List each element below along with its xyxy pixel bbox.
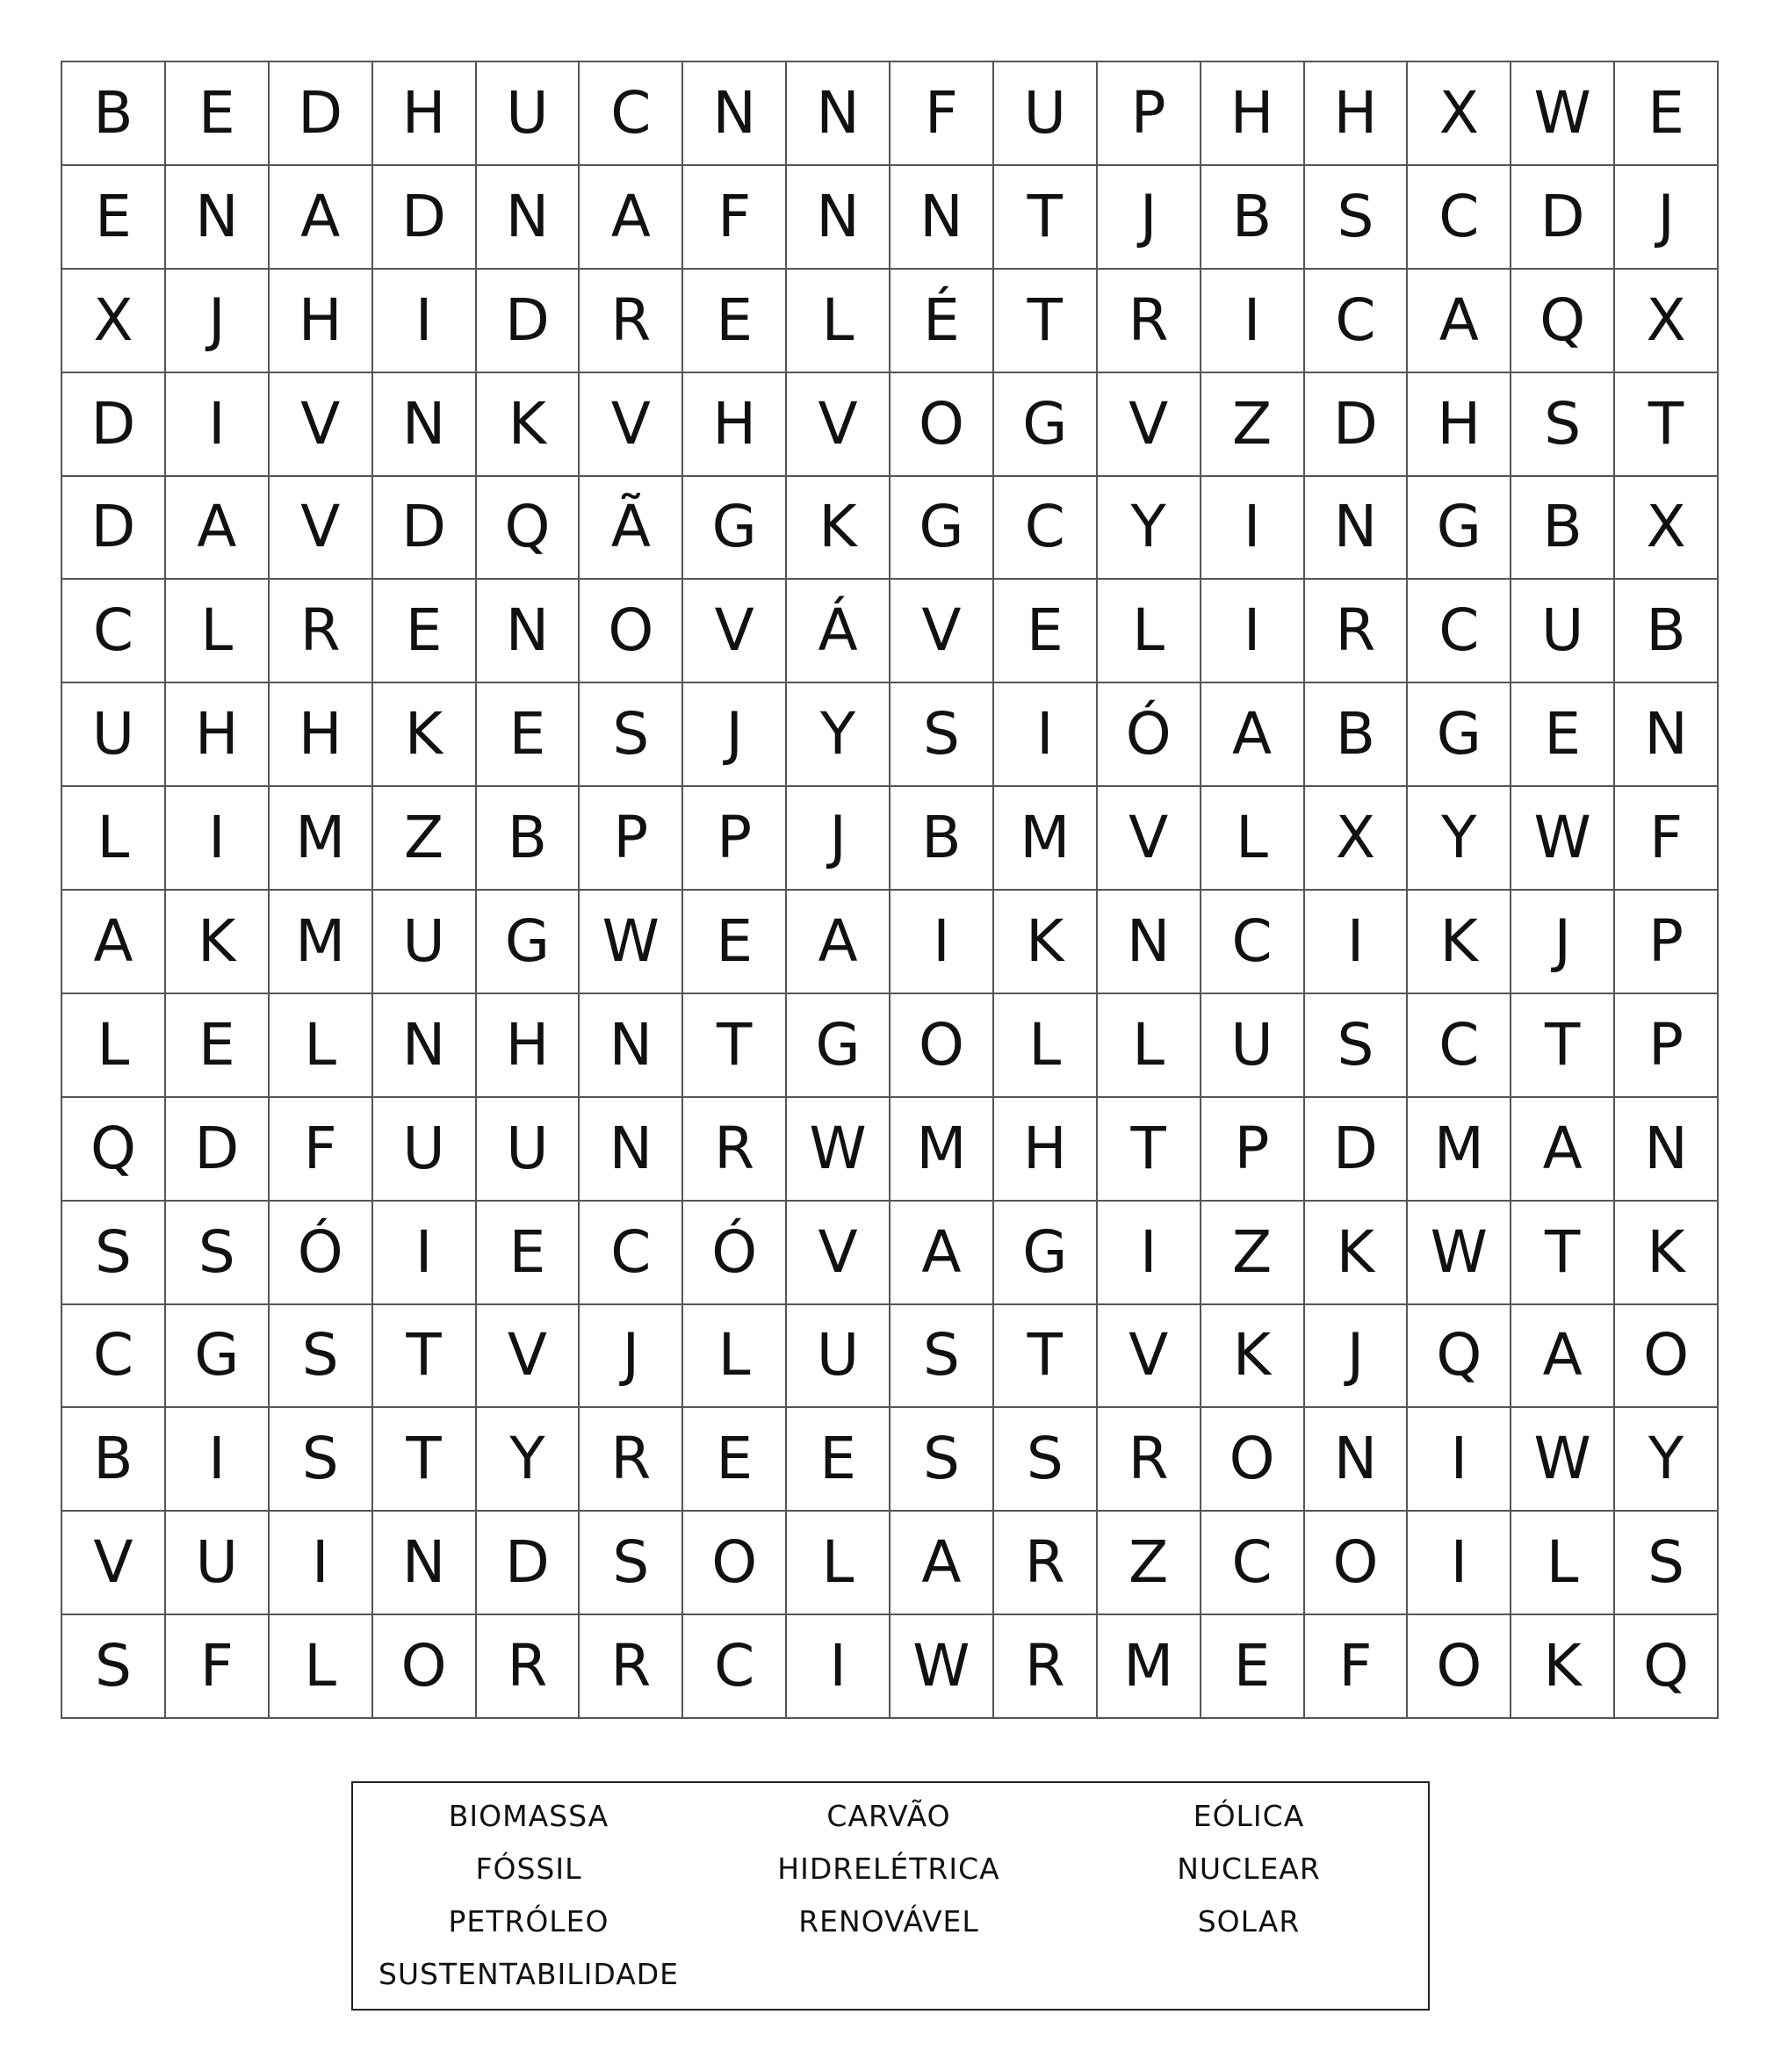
grid-cell[interactable]: M: [1408, 1098, 1511, 1202]
grid-cell[interactable]: V: [580, 373, 683, 477]
grid-cell[interactable]: U: [1201, 994, 1305, 1098]
grid-cell[interactable]: Q: [62, 1098, 166, 1202]
grid-cell[interactable]: O: [1408, 1615, 1511, 1719]
grid-cell[interactable]: P: [580, 787, 683, 891]
grid-cell[interactable]: V: [1098, 1305, 1201, 1409]
grid-cell[interactable]: C: [683, 1615, 787, 1719]
grid-cell[interactable]: H: [1305, 62, 1409, 166]
grid-cell[interactable]: G: [1408, 683, 1511, 787]
grid-cell[interactable]: R: [683, 1098, 787, 1202]
grid-cell[interactable]: L: [683, 1305, 787, 1409]
grid-cell[interactable]: T: [994, 1305, 1098, 1409]
grid-cell[interactable]: M: [1098, 1615, 1201, 1719]
grid-cell[interactable]: B: [890, 787, 994, 891]
grid-cell[interactable]: O: [373, 1615, 477, 1719]
grid-cell[interactable]: E: [62, 166, 166, 270]
grid-cell[interactable]: H: [270, 270, 373, 373]
grid-cell[interactable]: C: [994, 477, 1098, 581]
grid-cell[interactable]: I: [1305, 891, 1409, 994]
grid-cell[interactable]: L: [270, 994, 373, 1098]
grid-cell[interactable]: N: [787, 166, 890, 270]
grid-cell[interactable]: K: [477, 373, 580, 477]
grid-cell[interactable]: W: [1511, 787, 1615, 891]
grid-cell[interactable]: R: [580, 1408, 683, 1512]
grid-cell[interactable]: Z: [1201, 373, 1305, 477]
grid-cell[interactable]: E: [1201, 1615, 1305, 1719]
grid-cell[interactable]: P: [1615, 994, 1719, 1098]
grid-cell[interactable]: G: [994, 373, 1098, 477]
grid-cell[interactable]: S: [1615, 1512, 1719, 1615]
grid-cell[interactable]: Z: [373, 787, 477, 891]
grid-cell[interactable]: P: [1615, 891, 1719, 994]
grid-cell[interactable]: C: [62, 580, 166, 683]
grid-cell[interactable]: E: [683, 891, 787, 994]
grid-cell[interactable]: D: [62, 477, 166, 581]
grid-cell[interactable]: N: [166, 166, 270, 270]
grid-cell[interactable]: R: [1098, 270, 1201, 373]
grid-cell[interactable]: Ó: [270, 1202, 373, 1305]
grid-cell[interactable]: U: [373, 891, 477, 994]
grid-cell[interactable]: O: [580, 580, 683, 683]
grid-cell[interactable]: K: [166, 891, 270, 994]
grid-cell[interactable]: J: [1511, 891, 1615, 994]
grid-cell[interactable]: A: [166, 477, 270, 581]
grid-cell[interactable]: B: [62, 62, 166, 166]
grid-cell[interactable]: O: [683, 1512, 787, 1615]
grid-cell[interactable]: X: [1615, 477, 1719, 581]
grid-cell[interactable]: O: [1201, 1408, 1305, 1512]
grid-cell[interactable]: E: [477, 683, 580, 787]
grid-cell[interactable]: Y: [787, 683, 890, 787]
word-nuclear: NUCLEAR: [1177, 1852, 1321, 1886]
grid-cell[interactable]: D: [62, 373, 166, 477]
grid-cell[interactable]: S: [994, 1408, 1098, 1512]
grid-cell[interactable]: J: [1615, 166, 1719, 270]
grid-cell[interactable]: A: [1408, 270, 1511, 373]
grid-cell[interactable]: A: [890, 1202, 994, 1305]
grid-cell[interactable]: H: [270, 683, 373, 787]
grid-cell[interactable]: Y: [1615, 1408, 1719, 1512]
grid-cell[interactable]: S: [270, 1408, 373, 1512]
grid-cell[interactable]: O: [890, 994, 994, 1098]
grid-cell[interactable]: V: [477, 1305, 580, 1409]
grid-cell[interactable]: I: [787, 1615, 890, 1719]
grid-cell[interactable]: Y: [1098, 477, 1201, 581]
grid-cell[interactable]: G: [683, 477, 787, 581]
grid-cell[interactable]: R: [580, 270, 683, 373]
grid-cell[interactable]: U: [373, 1098, 477, 1202]
grid-cell[interactable]: C: [1408, 580, 1511, 683]
grid-cell[interactable]: G: [787, 994, 890, 1098]
grid-cell[interactable]: V: [270, 477, 373, 581]
grid-cell[interactable]: D: [166, 1098, 270, 1202]
grid-cell[interactable]: B: [1615, 580, 1719, 683]
grid-cell[interactable]: Z: [1098, 1512, 1201, 1615]
grid-cell[interactable]: C: [580, 1202, 683, 1305]
grid-cell[interactable]: W: [787, 1098, 890, 1202]
grid-cell[interactable]: M: [994, 787, 1098, 891]
grid-cell[interactable]: L: [994, 994, 1098, 1098]
grid-cell[interactable]: J: [1098, 166, 1201, 270]
grid-cell[interactable]: A: [890, 1512, 994, 1615]
grid-cell[interactable]: L: [62, 787, 166, 891]
grid-cell[interactable]: N: [580, 994, 683, 1098]
grid-cell[interactable]: I: [1098, 1202, 1201, 1305]
grid-cell[interactable]: N: [1615, 1098, 1719, 1202]
grid-cell[interactable]: T: [1511, 1202, 1615, 1305]
grid-cell[interactable]: X: [1305, 787, 1409, 891]
grid-cell[interactable]: A: [787, 891, 890, 994]
grid-cell[interactable]: S: [1305, 994, 1409, 1098]
grid-cell[interactable]: H: [373, 62, 477, 166]
grid-cell[interactable]: E: [166, 994, 270, 1098]
grid-cell[interactable]: V: [787, 373, 890, 477]
grid-cell[interactable]: M: [270, 787, 373, 891]
grid-cell[interactable]: J: [1305, 1305, 1409, 1409]
word-eolica: EÓLICA: [1193, 1799, 1305, 1833]
grid-cell[interactable]: Q: [1511, 270, 1615, 373]
grid-cell[interactable]: N: [1305, 1408, 1409, 1512]
grid-cell[interactable]: N: [477, 166, 580, 270]
grid-cell[interactable]: N: [683, 62, 787, 166]
grid-cell[interactable]: Ó: [683, 1202, 787, 1305]
grid-cell[interactable]: H: [994, 1098, 1098, 1202]
grid-cell[interactable]: C: [1408, 994, 1511, 1098]
grid-cell[interactable]: U: [1511, 580, 1615, 683]
grid-cell[interactable]: C: [1201, 891, 1305, 994]
grid-cell[interactable]: L: [1098, 580, 1201, 683]
word-renovavel: RENOVÁVEL: [798, 1904, 979, 1938]
grid-cell[interactable]: L: [787, 270, 890, 373]
grid-cell[interactable]: E: [166, 62, 270, 166]
grid-cell[interactable]: S: [62, 1202, 166, 1305]
grid-cell[interactable]: L: [1098, 994, 1201, 1098]
grid-cell[interactable]: É: [890, 270, 994, 373]
grid-cell[interactable]: E: [683, 1408, 787, 1512]
grid-cell[interactable]: G: [1408, 477, 1511, 581]
grid-cell[interactable]: T: [373, 1305, 477, 1409]
word-hidreletrica: HIDRELÉTRICA: [777, 1852, 1000, 1886]
grid-cell[interactable]: I: [1408, 1512, 1511, 1615]
grid-cell[interactable]: H: [683, 373, 787, 477]
grid-cell[interactable]: T: [373, 1408, 477, 1512]
grid-cell[interactable]: N: [373, 373, 477, 477]
grid-cell[interactable]: W: [580, 891, 683, 994]
grid-cell[interactable]: I: [1201, 580, 1305, 683]
grid-cell[interactable]: A: [1511, 1098, 1615, 1202]
grid-cell[interactable]: Ó: [1098, 683, 1201, 787]
grid-cell[interactable]: N: [890, 166, 994, 270]
word-bank: [351, 1781, 1430, 2011]
grid-cell[interactable]: I: [994, 683, 1098, 787]
grid-cell[interactable]: P: [1201, 1098, 1305, 1202]
grid-cell[interactable]: W: [1408, 1202, 1511, 1305]
grid-cell[interactable]: A: [1511, 1305, 1615, 1409]
grid-cell[interactable]: Y: [477, 1408, 580, 1512]
grid-cell[interactable]: K: [1511, 1615, 1615, 1719]
grid-cell[interactable]: C: [1305, 270, 1409, 373]
grid-cell[interactable]: L: [1201, 787, 1305, 891]
grid-cell[interactable]: Ã: [580, 477, 683, 581]
grid-cell[interactable]: K: [1615, 1202, 1719, 1305]
grid-cell[interactable]: E: [373, 580, 477, 683]
grid-cell[interactable]: Q: [1408, 1305, 1511, 1409]
grid-cell[interactable]: B: [1511, 477, 1615, 581]
grid-cell[interactable]: D: [270, 62, 373, 166]
grid-cell[interactable]: S: [1305, 166, 1409, 270]
grid-cell[interactable]: D: [1305, 1098, 1409, 1202]
grid-cell[interactable]: F: [683, 166, 787, 270]
grid-cell[interactable]: F: [270, 1098, 373, 1202]
grid-cell[interactable]: F: [890, 62, 994, 166]
grid-cell[interactable]: B: [477, 787, 580, 891]
grid-cell[interactable]: K: [373, 683, 477, 787]
grid-cell[interactable]: O: [1615, 1305, 1719, 1409]
grid-cell[interactable]: R: [270, 580, 373, 683]
grid-cell[interactable]: I: [373, 270, 477, 373]
grid-cell[interactable]: E: [683, 270, 787, 373]
grid-cell[interactable]: V: [62, 1512, 166, 1615]
word-biomassa: BIOMASSA: [448, 1799, 609, 1833]
grid-cell[interactable]: V: [270, 373, 373, 477]
grid-cell[interactable]: L: [270, 1615, 373, 1719]
grid-cell[interactable]: S: [890, 683, 994, 787]
grid-cell[interactable]: I: [1408, 1408, 1511, 1512]
grid-cell[interactable]: S: [890, 1408, 994, 1512]
grid-cell[interactable]: J: [683, 683, 787, 787]
word-carvao: CARVÃO: [826, 1799, 951, 1833]
grid-cell[interactable]: L: [1511, 1512, 1615, 1615]
grid-cell[interactable]: X: [62, 270, 166, 373]
grid-cell[interactable]: K: [994, 891, 1098, 994]
word-solar: SOLAR: [1197, 1904, 1301, 1938]
grid-cell[interactable]: V: [683, 580, 787, 683]
grid-cell[interactable]: E: [1615, 62, 1719, 166]
grid-cell[interactable]: R: [580, 1615, 683, 1719]
grid-cell[interactable]: M: [270, 891, 373, 994]
word-search-grid: [61, 61, 1719, 1719]
grid-cell[interactable]: C: [580, 62, 683, 166]
grid-cell[interactable]: H: [166, 683, 270, 787]
grid-cell[interactable]: S: [580, 683, 683, 787]
grid-cell[interactable]: Á: [787, 580, 890, 683]
grid-cell[interactable]: X: [1408, 62, 1511, 166]
grid-cell[interactable]: S: [890, 1305, 994, 1409]
grid-cell[interactable]: G: [477, 891, 580, 994]
grid-cell[interactable]: S: [1511, 373, 1615, 477]
grid-cell[interactable]: A: [1201, 683, 1305, 787]
grid-cell[interactable]: O: [1305, 1512, 1409, 1615]
grid-cell[interactable]: J: [166, 270, 270, 373]
grid-cell[interactable]: T: [994, 270, 1098, 373]
grid-cell[interactable]: S: [62, 1615, 166, 1719]
grid-cell[interactable]: E: [1511, 683, 1615, 787]
word-fossil: FÓSSIL: [475, 1852, 582, 1886]
grid-cell[interactable]: N: [787, 62, 890, 166]
grid-cell[interactable]: C: [1408, 166, 1511, 270]
grid-cell[interactable]: D: [1305, 373, 1409, 477]
grid-cell[interactable]: H: [1201, 62, 1305, 166]
grid-cell[interactable]: Z: [1201, 1202, 1305, 1305]
grid-cell[interactable]: F: [1305, 1615, 1409, 1719]
grid-cell[interactable]: A: [580, 166, 683, 270]
word-sustentabilidade: SUSTENTABILIDADE: [378, 1957, 680, 1991]
grid-cell[interactable]: P: [683, 787, 787, 891]
grid-cell[interactable]: N: [1615, 683, 1719, 787]
grid-cell[interactable]: V: [1098, 787, 1201, 891]
grid-cell[interactable]: X: [1615, 270, 1719, 373]
grid-cell[interactable]: R: [994, 1615, 1098, 1719]
grid-cell[interactable]: S: [166, 1202, 270, 1305]
grid-cell[interactable]: M: [890, 1098, 994, 1202]
grid-cell[interactable]: C: [62, 1305, 166, 1409]
grid-cell[interactable]: K: [1305, 1202, 1409, 1305]
grid-cell[interactable]: Q: [1615, 1615, 1719, 1719]
grid-cell[interactable]: I: [166, 1408, 270, 1512]
grid-cell[interactable]: D: [373, 477, 477, 581]
grid-cell[interactable]: V: [787, 1202, 890, 1305]
grid-cell[interactable]: V: [1098, 373, 1201, 477]
grid-cell[interactable]: K: [787, 477, 890, 581]
grid-cell[interactable]: T: [994, 166, 1098, 270]
grid-cell[interactable]: L: [62, 994, 166, 1098]
grid-cell[interactable]: L: [166, 580, 270, 683]
grid-cell[interactable]: T: [1615, 373, 1719, 477]
grid-cell[interactable]: N: [373, 1512, 477, 1615]
grid-cell[interactable]: Q: [477, 477, 580, 581]
grid-cell[interactable]: J: [787, 787, 890, 891]
grid-cell[interactable]: N: [477, 580, 580, 683]
grid-cell[interactable]: S: [270, 1305, 373, 1409]
grid-cell[interactable]: U: [166, 1512, 270, 1615]
grid-cell[interactable]: R: [1305, 580, 1409, 683]
grid-cell[interactable]: B: [1201, 166, 1305, 270]
grid-cell[interactable]: K: [1201, 1305, 1305, 1409]
grid-cell[interactable]: A: [62, 891, 166, 994]
grid-cell[interactable]: U: [477, 1098, 580, 1202]
grid-cell[interactable]: B: [1305, 683, 1409, 787]
grid-cell[interactable]: R: [994, 1512, 1098, 1615]
grid-cell[interactable]: G: [166, 1305, 270, 1409]
grid-cell[interactable]: O: [890, 373, 994, 477]
grid-cell[interactable]: W: [1511, 62, 1615, 166]
grid-cell[interactable]: K: [1408, 891, 1511, 994]
grid-cell[interactable]: S: [580, 1512, 683, 1615]
grid-cell[interactable]: G: [890, 477, 994, 581]
grid-cell[interactable]: Y: [1408, 787, 1511, 891]
grid-cell[interactable]: T: [683, 994, 787, 1098]
grid-cell[interactable]: I: [890, 891, 994, 994]
grid-cell[interactable]: D: [1511, 166, 1615, 270]
grid-cell[interactable]: R: [477, 1615, 580, 1719]
grid-cell[interactable]: T: [1511, 994, 1615, 1098]
grid-cell[interactable]: U: [994, 62, 1098, 166]
grid-cell[interactable]: F: [1615, 787, 1719, 891]
grid-cell[interactable]: N: [1305, 477, 1409, 581]
grid-cell[interactable]: D: [477, 270, 580, 373]
grid-cell[interactable]: V: [890, 580, 994, 683]
grid-cell[interactable]: W: [890, 1615, 994, 1719]
grid-cell[interactable]: R: [1098, 1408, 1201, 1512]
grid-cell[interactable]: T: [1098, 1098, 1201, 1202]
grid-cell[interactable]: N: [580, 1098, 683, 1202]
grid-cell[interactable]: B: [62, 1408, 166, 1512]
grid-cell[interactable]: J: [580, 1305, 683, 1409]
word-petroleo: PETRÓLEO: [448, 1904, 609, 1938]
grid-cell[interactable]: I: [166, 787, 270, 891]
grid-cell[interactable]: P: [1098, 62, 1201, 166]
grid-cell[interactable]: U: [477, 62, 580, 166]
grid-cell[interactable]: N: [373, 994, 477, 1098]
grid-cell[interactable]: L: [787, 1512, 890, 1615]
grid-cell[interactable]: N: [1098, 891, 1201, 994]
grid-cell[interactable]: I: [1201, 477, 1305, 581]
grid-cell[interactable]: E: [787, 1408, 890, 1512]
grid-cell[interactable]: I: [270, 1512, 373, 1615]
grid-cell[interactable]: D: [477, 1512, 580, 1615]
grid-cell[interactable]: I: [1201, 270, 1305, 373]
grid-cell[interactable]: D: [373, 166, 477, 270]
grid-cell[interactable]: W: [1511, 1408, 1615, 1512]
grid-cell[interactable]: A: [270, 166, 373, 270]
grid-cell[interactable]: I: [373, 1202, 477, 1305]
grid-cell[interactable]: E: [477, 1202, 580, 1305]
grid-cell[interactable]: I: [166, 373, 270, 477]
grid-cell[interactable]: H: [1408, 373, 1511, 477]
grid-cell[interactable]: G: [994, 1202, 1098, 1305]
grid-cell[interactable]: F: [166, 1615, 270, 1719]
grid-cell[interactable]: C: [1201, 1512, 1305, 1615]
grid-cell[interactable]: E: [994, 580, 1098, 683]
grid-cell[interactable]: U: [787, 1305, 890, 1409]
grid-cell[interactable]: U: [62, 683, 166, 787]
grid-cell[interactable]: H: [477, 994, 580, 1098]
